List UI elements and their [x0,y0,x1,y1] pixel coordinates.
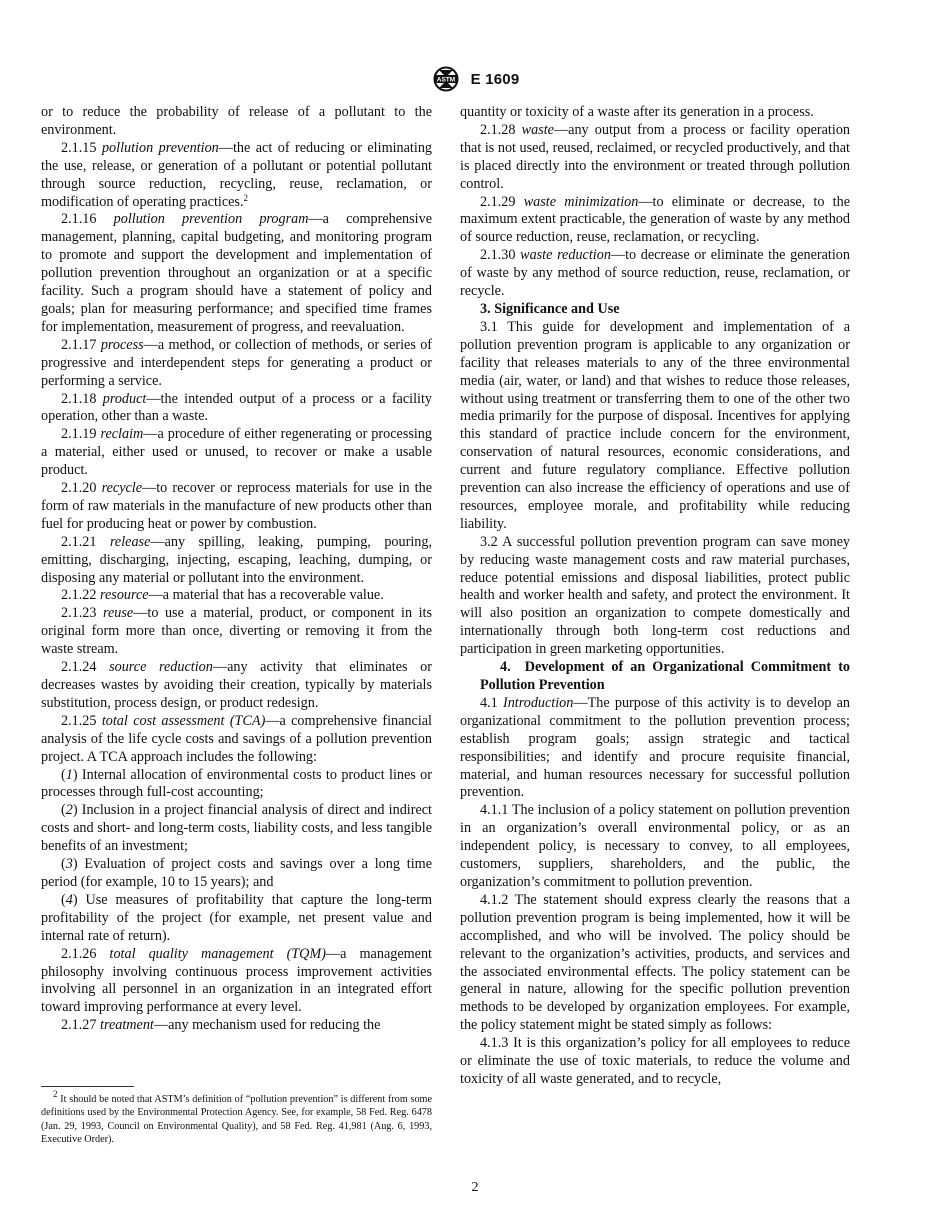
definition-2-1-20: 2.1.20 recycle—to recover or reprocess materials for use in the form of raw materials in the manufacture of new products other than fuel for producing heat or power by combustion. [41,480,433,532]
list-item: (3) Evaluation of project costs and savings over a long time period (for example, 10 to 15 years); and [41,856,432,890]
paragraph-3-1: 3.1 This guide for development and implementation of a pollution prevention program is applicable to any organization or facility that releases materials to any of the three environmental media (air, water, or land) and that wishes to reduce those releases, without using treatment or transferring them to one of the other two media primarily for the purpose of disposal. Incentives for applying this standard of practice include concern for the environment, conservation of natural resources, economic considerations, and current and future regulatory compliance. Effective pollution prevention can also increase the efficiency of operations and use of resources, employee morale, and profitability while reducing liability. [460,318,850,532]
section-heading-4: 4. Development of an Organizational Commitment to Pollution Prevention [480,659,851,693]
right-column [460,104,850,1089]
list-item: (1) Internal allocation of environmental costs to product lines or processes through full-cost accounting; [41,766,432,801]
footnote-ref: 2 [243,192,248,203]
definition-2-1-21: 2.1.21 release—any spilling, leaking, pumping, pouring, emitting, discharging, injecting, escaping, leaching, dumping, or disposing any material or pollutant into the environment. [41,533,432,586]
definition-2-1-18: 2.1.18 product—the intended output of a process or a facility operation, other than a waste. [41,390,433,425]
definition-2-1-26: 2.1.26 total quality management (TQM)—a management philosophy involving continuous process improvement activities involving all personnel in an organization in an integrated effort toward improving performance at every level. [41,945,432,1016]
footnote-divider [41,1086,134,1087]
paragraph-4-1-2: 4.1.2 The statement should express clearly the reasons that a pollution prevention program is being implemented, how it will be accomplished, and who will be involved. The policy should be relevant to the organization’s activities, products, and services and the associated environmental effects. The policy statement can be general in nature, allowing for the specific pollution prevention methods to be developed by organization employees. For example, the policy statement might be stated simply as follows: [460,891,850,1034]
definition-2-1-28: 2.1.28 waste—any output from a process or facility operation that is not used, reused, reclaimed, or recycled productively, and that is placed directly into the environment or treated through pollution control. [460,121,851,192]
paragraph-4-1-1: 4.1.1 The inclusion of a policy statement on pollution prevention in an organization’s overall environmental policy, or as an independent policy, is necessary to convey, to all employees, customers, suppliers, shareholders, and the public, the organization’s commitment to pollution prevention. [460,802,850,890]
page-header [0,66,950,92]
definition-2-1-25: 2.1.25 total cost assessment (TCA)—a comprehensive financial analysis of the life cycle costs and savings of a pollution prevention project. A TCA approach includes the following: [41,712,433,765]
svg-text:ASTM: ASTM [436,76,455,84]
page-number: 2 [471,1180,479,1195]
definition-2-1-17: 2.1.17 process—a method, or collection of methods, or series of progressive and interdependent steps for generating a product or performing a service. [41,336,433,389]
definition-2-1-22: 2.1.22 resource—a material that has a recoverable value. [61,587,384,604]
list-item: (4) Use measures of profitability that capture the long-term profitability of the project (for example, net present value and internal rate of return). [41,891,432,944]
definition-2-1-27: 2.1.27 treatment—any mechanism used for reducing the [61,1017,381,1034]
paragraph-4-1: 4.1 Introduction—The purpose of this activity is to develop an organizational commitment to the pollution prevention process; establish program goals; assign strategic and tactical responsibilities; and identify and procure requisite financial, material, and human resources necessary for successful pollution prevention. [460,694,851,801]
section-heading-3: 3. Significance and Use [480,300,620,317]
astm-logo-icon [431,66,461,92]
definition-2-1-15: 2.1.15 pollution prevention—the act of reducing or eliminating the use, release, or generation of a pollutant or potential pollutant through source reduction, recycling, reuse, reclamation, or modification of operating practices.$^2$ [41,139,433,210]
paragraph-3-2: 3.2 A successful pollution prevention program can save money by reducing waste management costs and raw material purchases, reduce potential emissions and disposal liabilities, protect public health and worker health and safety, and protect the environment. It will also position an organization to compete domestically and internationally through both long-term cost reductions and participation in green marketing opportunities. [460,533,850,658]
footnote: $^2$ It should be noted that ASTM’s definition of “pollution prevention” is different from some definitions used by the Environmental Protection Agency. See, for example, 58 Fed. Reg. 6478 (Jan. 29, 1993, Council on Environmental Quality), and 58 Fed. Reg. 41,981 (Aug. 6, 1993, Executive Order). [41,1089,432,1146]
paragraph: or to reduce the probability of release of a pollutant to the environment. [41,104,432,138]
definition-2-1-16: 2.1.16 pollution prevention program—a comprehensive management, planning, capital budgeting, and monitoring program to promote and support the development and implementation of pollution prevention throughout an organization or at a specific facility. Such a program should have a statement of policy and goals; plan for measuring performance; and specified time frames for implementation, measurement of progress, and reevaluation. [41,211,432,335]
definition-2-1-30: 2.1.30 waste reduction—to decrease or eliminate the generation of waste by any method of source reduction, reuse, reclamation, or recycle. [460,247,850,300]
standard-designation: E 1609 [470,70,520,88]
definition-2-1-24: 2.1.24 source reduction—any activity that eliminates or decreases wastes by avoiding their creation, typically by materials substitution, process design, or product redesign. [41,659,432,711]
definition-2-1-19: 2.1.19 reclaim—a procedure of either regenerating or processing a material, either used or unused, to recover or make a usable product. [41,426,432,479]
paragraph-4-1-3: 4.1.3 It is this organization’s policy for all employees to reduce or eliminate the use of toxic materials, to reduce the volume and toxicity of all waste generated, and to recycle, [460,1035,850,1087]
definition-2-1-29: 2.1.29 waste minimization—to eliminate or decrease, to the maximum extent practicable, the generation of waste by any method of source reduction, reuse, reclamation, or recycling. [460,193,850,246]
list-item: (2) Inclusion in a project financial analysis of direct and indirect costs and short- and long-term costs, liability costs, and less tangible benefits of an investment; [41,802,432,855]
left-column [41,104,432,1035]
definition-2-1-23: 2.1.23 reuse—to use a material, product, or component in its original form more than once, diverting or removing it from the waste stream. [41,605,433,658]
paragraph: quantity or toxicity of a waste after its generation in a process. [460,104,814,120]
